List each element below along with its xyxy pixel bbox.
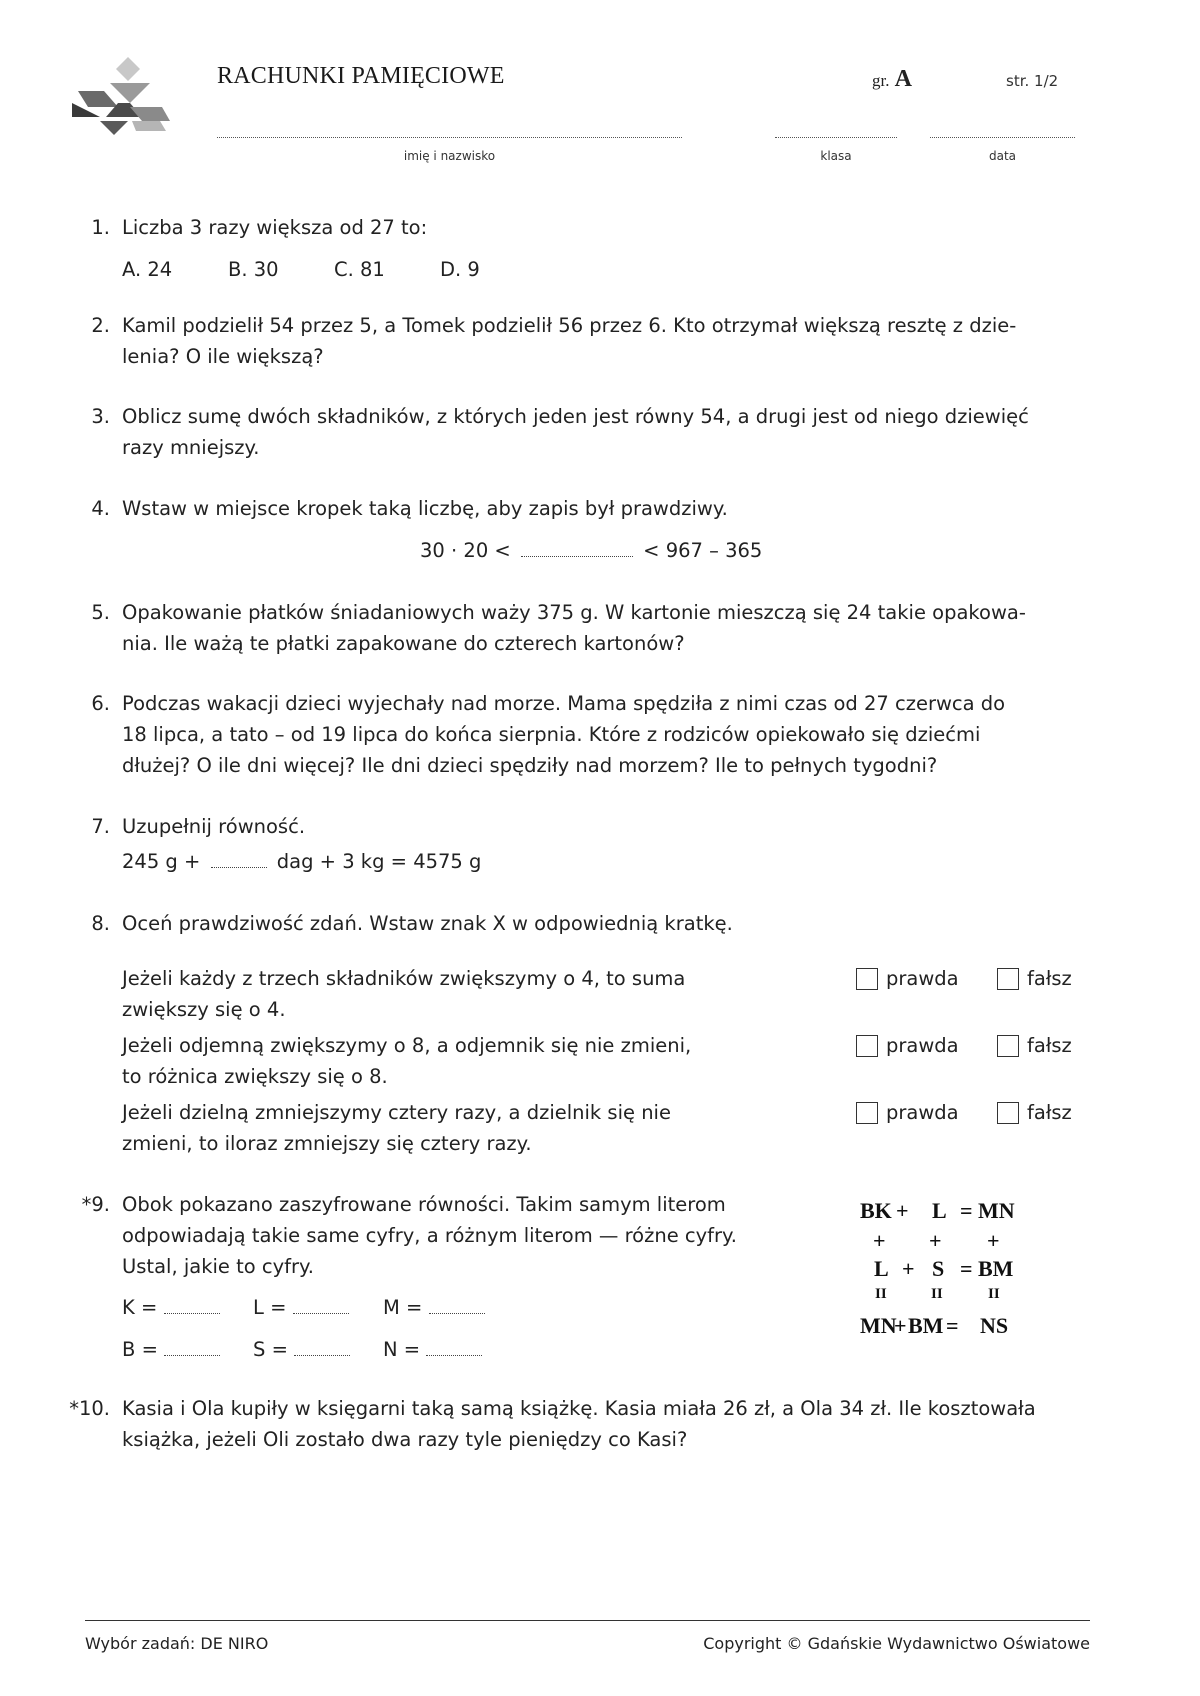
name-field[interactable]	[217, 137, 682, 138]
question-text: Oceń prawdziwość zdań. Wstaw znak X w odpowiednią kratkę.	[122, 912, 733, 935]
expression-left: 30 · 20 <	[420, 539, 511, 562]
cipher-puzzle	[860, 1198, 1040, 1358]
statement-line: zwiększy się o 4.	[122, 998, 286, 1021]
var-label: M =	[383, 1296, 423, 1319]
statement-2	[122, 1030, 762, 1092]
question-7-equation	[122, 846, 481, 877]
class-field[interactable]	[775, 137, 897, 138]
puzzle-op: +	[896, 1198, 909, 1223]
option-c[interactable]: C. 81	[334, 258, 385, 281]
publisher-logo	[70, 55, 180, 145]
statement-line: zmieni, to iloraz zmniejszy się cztery razy.	[122, 1132, 532, 1155]
answer-blank[interactable]	[426, 1337, 482, 1356]
true-label: prawda	[886, 1034, 959, 1057]
date-field[interactable]	[930, 137, 1075, 138]
var-label: N =	[383, 1338, 421, 1361]
footer-divider	[85, 1620, 1090, 1621]
var-label: K =	[122, 1296, 158, 1319]
date-field-label: data	[988, 149, 1017, 163]
equation-left: 245 g +	[122, 850, 201, 873]
var-s	[253, 1334, 350, 1365]
false-checkbox[interactable]	[997, 968, 1019, 990]
question-number: *10.	[69, 1397, 110, 1420]
footer-copyright: Copyright © Gdańskie Wydawnictwo Oświatowe	[703, 1634, 1090, 1653]
statement-line: Jeżeli odjemną zwiększymy o 8, a odjemnik się nie zmieni,	[122, 1034, 692, 1057]
question-text-line: dłużej? O ile dni więcej? Ile dni dzieci spędziły nad morzem? Ile to pełnych tygodni?	[122, 754, 938, 777]
puzzle-equals: II	[931, 1286, 943, 1302]
puzzle-op: +	[894, 1313, 907, 1338]
option-a[interactable]: A. 24	[122, 258, 173, 281]
var-label: S =	[253, 1338, 288, 1361]
question-text-line: Podczas wakacji dzieci wyjechały nad morze. Mama spędziła z nimi czas od 27 czerwca do	[122, 692, 1006, 715]
statement-2-choices	[856, 1030, 1072, 1061]
puzzle-op: =	[960, 1256, 973, 1281]
true-checkbox[interactable]	[856, 1035, 878, 1057]
answer-blank[interactable]	[429, 1295, 485, 1314]
answer-blank[interactable]	[164, 1295, 220, 1314]
question-text-line: nia. Ile ważą te płatki zapakowane do czterech kartonów?	[122, 632, 685, 655]
puzzle-op: +	[902, 1256, 915, 1281]
statement-line: Jeżeli dzielną zmniejszymy cztery razy, a dzielnik się nie	[122, 1101, 671, 1124]
option-b[interactable]: B. 30	[228, 258, 279, 281]
question-text: Liczba 3 razy większa od 27 to:	[122, 216, 428, 239]
question-number: 5.	[91, 601, 110, 624]
true-label: prawda	[886, 967, 959, 990]
page-title: RACHUNKI PAMIĘCIOWE	[217, 63, 505, 89]
puzzle-term: MN	[978, 1198, 1015, 1223]
var-l	[253, 1292, 349, 1323]
question-text: Uzupełnij równość.	[122, 815, 306, 838]
question-number: 1.	[91, 216, 110, 239]
group-label	[872, 66, 912, 93]
var-n	[383, 1334, 482, 1365]
false-checkbox[interactable]	[997, 1102, 1019, 1124]
statement-3-choices	[856, 1097, 1072, 1128]
question-text-line: Opakowanie płatków śniadaniowych waży 375 g. W kartonie mieszczą się 24 takie opakowa-	[122, 601, 1026, 624]
false-label: fałsz	[1027, 967, 1072, 990]
false-label: fałsz	[1027, 1101, 1072, 1124]
question-text-line: lenia? O ile większą?	[122, 345, 324, 368]
page-number: str. 1/2	[1006, 72, 1059, 90]
answer-blank[interactable]	[521, 538, 633, 557]
puzzle-term: NS	[980, 1313, 1009, 1338]
puzzle-op: +	[929, 1228, 942, 1253]
false-label: fałsz	[1027, 1034, 1072, 1057]
puzzle-term: BM	[978, 1256, 1014, 1281]
class-field-label: klasa	[820, 149, 852, 163]
puzzle-op: +	[987, 1228, 1000, 1253]
statement-3	[122, 1097, 762, 1159]
answer-blank[interactable]	[293, 1295, 349, 1314]
var-m	[383, 1292, 485, 1323]
puzzle-op: =	[946, 1313, 959, 1338]
puzzle-term: L	[874, 1256, 889, 1281]
puzzle-term: BK	[860, 1198, 892, 1223]
question-4-expression	[420, 535, 762, 566]
name-field-label: imię i nazwisko	[403, 149, 496, 163]
question-text-line: odpowiadają takie same cyfry, a różnym literom — różne cyfry.	[122, 1224, 738, 1247]
question-number: *9.	[81, 1193, 110, 1216]
question-text-line: razy mniejszy.	[122, 436, 260, 459]
question-text-line: Kasia i Ola kupiły w księgarni taką samą książkę. Kasia miała 26 zł, a Ola 34 zł. Ile kosztowała	[122, 1397, 1036, 1420]
question-number: 7.	[91, 815, 110, 838]
answer-blank[interactable]	[294, 1337, 350, 1356]
group-prefix: gr.	[872, 71, 890, 90]
question-number: 3.	[91, 405, 110, 428]
question-text-line: 18 lipca, a tato – od 19 lipca do końca sierpnia. Które z rodziców opiekowało się dziećmi	[122, 723, 981, 746]
group-letter: A	[894, 66, 912, 92]
question-text-line: Oblicz sumę dwóch składników, z których jeden jest równy 54, a drugi jest od niego dziewięć	[122, 405, 1029, 428]
statement-1-choices	[856, 963, 1072, 994]
statement-line: Jeżeli każdy z trzech składników zwiększymy o 4, to suma	[122, 967, 686, 990]
true-checkbox[interactable]	[856, 1102, 878, 1124]
answer-blank[interactable]	[211, 849, 267, 868]
answer-blank[interactable]	[164, 1337, 220, 1356]
puzzle-op: +	[873, 1228, 886, 1253]
question-text-line: Ustal, jakie to cyfry.	[122, 1255, 314, 1278]
puzzle-equals: II	[988, 1286, 1000, 1302]
true-checkbox[interactable]	[856, 968, 878, 990]
question-number: 4.	[91, 497, 110, 520]
var-label: L =	[253, 1296, 287, 1319]
var-b	[122, 1334, 220, 1365]
footer-author: Wybór zadań: DE NIRO	[85, 1634, 269, 1653]
question-text-line: książka, jeżeli Oli zostało dwa razy tyle pieniędzy co Kasi?	[122, 1428, 688, 1451]
puzzle-term: S	[932, 1256, 945, 1281]
question-text: Wstaw w miejsce kropek taką liczbę, aby zapis był prawdziwy.	[122, 497, 728, 520]
puzzle-equals: II	[875, 1286, 887, 1302]
question-text-line: Kamil podzielił 54 przez 5, a Tomek podzielił 56 przez 6. Kto otrzymał większą resztę z dzie-	[122, 314, 1017, 337]
false-checkbox[interactable]	[997, 1035, 1019, 1057]
statement-1	[122, 963, 762, 1025]
question-number: 6.	[91, 692, 110, 715]
puzzle-op: =	[960, 1198, 973, 1223]
expression-right: < 967 – 365	[643, 539, 763, 562]
equation-right: dag + 3 kg = 4575 g	[276, 850, 482, 873]
puzzle-term: BM	[908, 1313, 944, 1338]
true-label: prawda	[886, 1101, 959, 1124]
option-d[interactable]: D. 9	[440, 258, 480, 281]
var-label: B =	[122, 1338, 158, 1361]
question-number: 2.	[91, 314, 110, 337]
statement-line: to różnica zwiększy się o 8.	[122, 1065, 388, 1088]
question-number: 8.	[91, 912, 110, 935]
puzzle-term: MN	[860, 1313, 897, 1338]
puzzle-term: L	[932, 1198, 947, 1223]
question-text-line: Obok pokazano zaszyfrowane równości. Takim samym literom	[122, 1193, 726, 1216]
var-k	[122, 1292, 220, 1323]
